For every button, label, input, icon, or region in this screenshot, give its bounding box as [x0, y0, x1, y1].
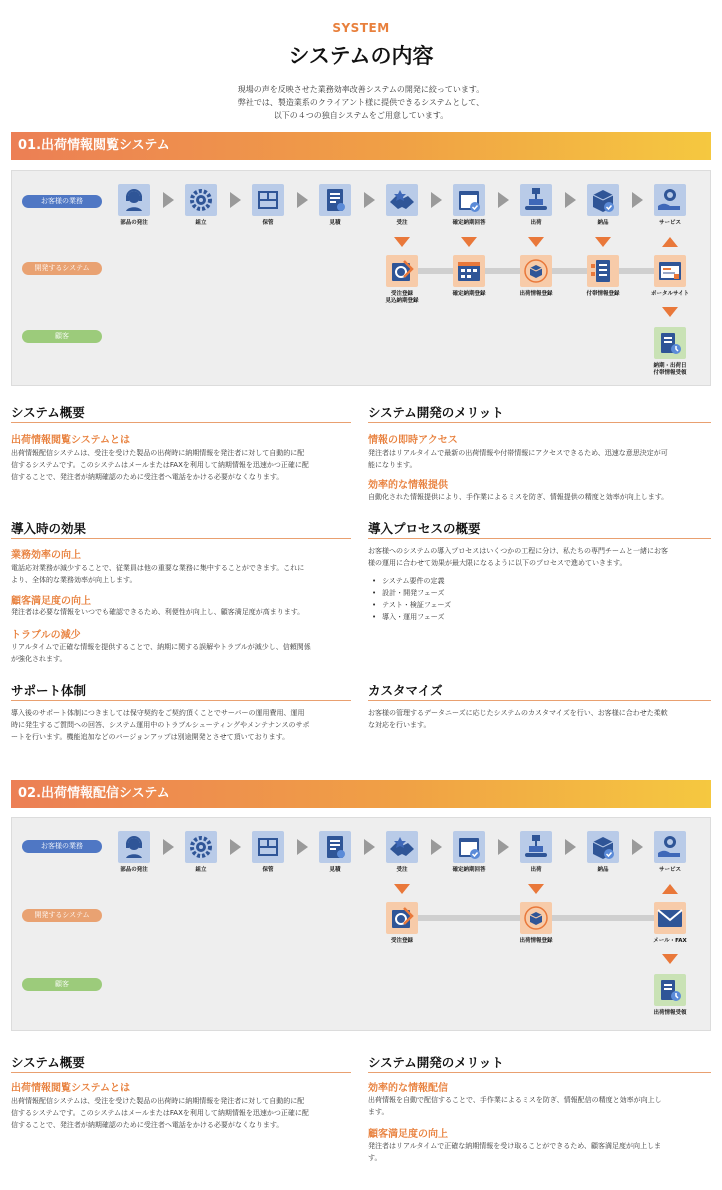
list-item: • 導入・運用フェーズ [372, 611, 451, 623]
flow-arrow-right [632, 192, 643, 208]
step-label-line: 確定納期回答 [452, 220, 486, 226]
portal-window-icon [654, 255, 686, 287]
customize-text [368, 707, 668, 731]
headset-agent-node [118, 831, 150, 863]
step-label-line: 受注 [396, 867, 408, 873]
step-label [637, 291, 703, 298]
flow-arrow-right [632, 839, 643, 855]
delivered-box-icon [587, 831, 619, 863]
effect-title: トラブルの減少 [11, 630, 81, 641]
text-line: な対応を行います。 [368, 721, 431, 729]
step-label [570, 291, 636, 298]
heading-rule [368, 422, 711, 423]
step-label-line: 出荷情報受領 [653, 1010, 687, 1016]
merit-title: 効率的な情報配信 [368, 1083, 448, 1094]
step-label [235, 867, 301, 874]
calendar-check-node [453, 184, 485, 216]
flow-arrow-right [163, 839, 174, 855]
step-label-line: サービス [658, 867, 681, 873]
step-label-line: 受注登録 [390, 938, 413, 944]
step-label [570, 220, 636, 227]
text-line: 信するシステムです。このシステムはメールまたはFAXを利用して納期情報を迅速かつ正確に配 [11, 1109, 309, 1117]
flow-arrow-right [297, 192, 308, 208]
handshake-node [386, 184, 418, 216]
flow-arrow-down [662, 307, 678, 317]
warehouse-shelf-icon [252, 184, 284, 216]
gear-icon [185, 184, 217, 216]
step-label [637, 220, 703, 227]
step-label [503, 938, 569, 945]
shipping-box-target-node [520, 255, 552, 287]
flow-arrow-right [364, 192, 375, 208]
merit-title: 顧客満足度の向上 [368, 1129, 448, 1140]
step-label [503, 291, 569, 298]
step-label-line: 見込納期登録 [385, 298, 419, 304]
step-label-line: 付帯情報登録 [586, 291, 620, 297]
step-label-line: 受注登録 [390, 291, 413, 297]
effects-heading: 導入時の効果 [11, 521, 87, 536]
step-label [369, 867, 435, 874]
heading-rule [11, 700, 351, 701]
receive-info-node [654, 974, 686, 1006]
support-hand-icon [654, 831, 686, 863]
text-line: 信するシステムです。このシステムはメールまたはFAXを利用して納期情報を迅速かつ正確に配 [11, 461, 309, 469]
effect-text [11, 606, 304, 618]
overview-subheading: 出荷情報閲覧システムとは [11, 435, 130, 446]
flow-arrow-down [394, 237, 410, 247]
headset-agent-icon [118, 831, 150, 863]
intro-text [0, 83, 722, 122]
step-label [101, 220, 167, 227]
support-heading: サポート体制 [11, 683, 87, 698]
lane-label-customer: 顧客 [22, 330, 102, 343]
support-hand-node [654, 184, 686, 216]
flow-arrow-right [498, 839, 509, 855]
section-01-banner: 01.出荷情報閲覧システム [11, 132, 711, 160]
quote-document-icon [319, 184, 351, 216]
quote-document-node [319, 184, 351, 216]
warehouse-shelf-icon [252, 831, 284, 863]
flow-arrow-right [431, 839, 442, 855]
headset-agent-node [118, 184, 150, 216]
section-eyebrow: SYSTEM [332, 21, 390, 35]
list-item: • 設計・開発フェーズ [372, 587, 451, 599]
quote-document-node [319, 831, 351, 863]
flow-arrow-down [528, 884, 544, 894]
step-label [503, 220, 569, 227]
step-label-line: 納品 [597, 867, 609, 873]
receive-info-icon [654, 327, 686, 359]
quote-document-icon [319, 831, 351, 863]
conveyor-icon [520, 184, 552, 216]
overview-subheading: 出荷情報閲覧システムとは [11, 1083, 130, 1094]
step-label-line: 付帯情報受領 [653, 370, 687, 376]
overview-text [11, 1095, 309, 1131]
step-label-line: 見積 [329, 867, 341, 873]
support-text [11, 707, 309, 743]
customize-heading: カスタマイズ [368, 683, 443, 698]
step-label-line: 受注 [396, 220, 408, 226]
flow-arrow-down [595, 237, 611, 247]
step-label [302, 220, 368, 227]
calendar-check-icon [453, 831, 485, 863]
order-register-icon [386, 902, 418, 934]
step-label-line: 納期・出荷日 [653, 363, 687, 369]
checklist-icon [587, 255, 619, 287]
step-label-line: 確定納期回答 [452, 867, 486, 873]
shipping-box-target-node [520, 902, 552, 934]
flow-arrow-right [230, 839, 241, 855]
step-label [637, 1010, 703, 1017]
process-steps-list [372, 575, 451, 623]
merit-text [368, 447, 668, 471]
step-label [302, 867, 368, 874]
flow-arrow-down [662, 954, 678, 964]
text-line: より、全体的な業務効率が向上します。 [11, 576, 137, 584]
support-hand-icon [654, 184, 686, 216]
receive-info-icon [654, 974, 686, 1006]
text-line: が強化されます。 [11, 655, 67, 663]
heading-rule [11, 422, 351, 423]
calendar-check-node [453, 831, 485, 863]
effect-text [11, 641, 311, 665]
checklist-node [587, 255, 619, 287]
step-label-line: 部品の発注 [120, 867, 148, 873]
conveyor-node [520, 831, 552, 863]
order-register-node [386, 255, 418, 287]
step-label-line: 部品の発注 [120, 220, 148, 226]
flow-diagram-02 [11, 817, 711, 1031]
flow-arrow-right [230, 192, 241, 208]
flow-arrow-up [662, 884, 678, 894]
section-02-banner: 02.出荷情報配信システム [11, 780, 711, 808]
support-hand-node [654, 831, 686, 863]
merit-text [368, 1140, 661, 1164]
step-label-line: 出荷 [530, 220, 542, 226]
heading-rule [368, 1072, 711, 1073]
order-register-node [386, 902, 418, 934]
process-heading: 導入プロセスの概要 [368, 521, 481, 536]
calendar-grid-node [453, 255, 485, 287]
calendar-check-icon [453, 184, 485, 216]
process-text [368, 545, 668, 569]
step-label-line: 出荷情報登録 [519, 938, 553, 944]
delivered-box-node [587, 184, 619, 216]
overview-heading: システム概要 [11, 405, 85, 420]
page-title: システムの内容 [288, 44, 434, 68]
step-label [436, 220, 502, 227]
flow-arrow-right [565, 192, 576, 208]
mail-envelope-node [654, 902, 686, 934]
flow-diagram-01 [11, 170, 711, 386]
step-label-line: 出荷情報登録 [519, 291, 553, 297]
handshake-node [386, 831, 418, 863]
step-label [436, 291, 502, 298]
text-line: お客様の管理するデータニーズに応じたシステムのカスタマイズを行い、お客様に合わせた柔軟 [368, 709, 668, 717]
step-label-line: サービス [658, 220, 681, 226]
intro-line: 以下の４つの独自システムをご用意しています。 [273, 111, 449, 120]
lane-label-business: お客様の業務 [22, 840, 102, 853]
text-line: 電話応対業務が減少することで、従業員は他の重要な業務に集中することができます。これに [11, 564, 305, 572]
effect-title: 業務効率の向上 [11, 550, 81, 561]
text-line: 出荷情報配信システムは、受注を受けた製品の出荷時に納期情報を発注者に対して自動的に配 [11, 449, 305, 457]
step-label [101, 867, 167, 874]
intro-line: 弊社では、製造業系のクライアント様に提供できるシステムとして、 [237, 98, 485, 107]
gear-node [185, 184, 217, 216]
gear-node [185, 831, 217, 863]
text-line: 能になります。 [368, 461, 417, 469]
text-line: 導入後のサポート体制につきましては保守契約をご契約頂くことでサーバーの運用費用、運用 [11, 709, 305, 717]
flow-arrow-right [163, 192, 174, 208]
text-line: 信することで、発注者が納期確認のために受注者へ電話をかける必要がなくなります。 [11, 473, 284, 481]
text-line: 時に発生するご質問への回答、システム運用中のトラブルシューティングやメンテナンスのサポ [11, 721, 310, 729]
shipping-box-target-icon [520, 255, 552, 287]
effect-text [11, 562, 304, 586]
step-label [168, 867, 234, 874]
list-item: • システム要件の定義 [372, 575, 451, 587]
merit-title: 情報の即時アクセス [368, 435, 458, 446]
conveyor-node [520, 184, 552, 216]
step-label [503, 867, 569, 874]
step-label [570, 867, 636, 874]
step-label-line: ポータルサイト [650, 291, 690, 297]
flow-arrow-right [565, 839, 576, 855]
calendar-grid-icon [453, 255, 485, 287]
merit-heading: システム開発のメリット [368, 405, 504, 420]
heading-rule [368, 700, 711, 701]
text-line: ートを行います。機能追加などのバージョンアップは別途開発とさせて頂いております。 [11, 733, 290, 741]
step-label [369, 291, 435, 305]
portal-window-node [654, 255, 686, 287]
step-label-line: 組立 [195, 220, 207, 226]
handshake-icon [386, 184, 418, 216]
text-line: 出荷情報配信システムは、受注を受けた製品の出荷時に納期情報を発注者に対して自動的に配 [11, 1097, 305, 1105]
lane-label-customer: 顧客 [22, 978, 102, 991]
step-label-line: 納品 [597, 220, 609, 226]
merit-heading: システム開発のメリット [368, 1055, 504, 1070]
heading-rule [11, 1072, 351, 1073]
step-label [637, 938, 703, 945]
step-label-line: 見積 [329, 220, 341, 226]
flow-arrow-right [431, 192, 442, 208]
lane-label-system: 開発するシステム [22, 909, 102, 922]
step-label [369, 220, 435, 227]
step-label [637, 363, 703, 377]
text-line: リアルタイムで正確な情報を提供することで、納期に関する誤解やトラブルが減少し、信頼関係 [11, 643, 311, 651]
flow-arrow-right [297, 839, 308, 855]
text-line: 自動化された情報提供により、手作業によるミスを防ぎ、情報提供の精度と効率が向上します。 [368, 493, 669, 501]
lane-label-business: お客様の業務 [22, 195, 102, 208]
step-label [168, 220, 234, 227]
warehouse-shelf-node [252, 831, 284, 863]
flow-arrow-down [394, 884, 410, 894]
headset-agent-icon [118, 184, 150, 216]
conveyor-icon [520, 831, 552, 863]
step-label [369, 938, 435, 945]
text-line: 発注者は必要な情報をいつでも確認できるため、利便性が向上し、顧客満足度が高まります。 [11, 608, 305, 616]
flow-arrow-right [364, 839, 375, 855]
gear-icon [185, 831, 217, 863]
merit-text [368, 1094, 662, 1118]
mail-envelope-icon [654, 902, 686, 934]
merit-text [368, 491, 668, 503]
receive-info-node [654, 327, 686, 359]
shipping-box-target-icon [520, 902, 552, 934]
overview-heading: システム概要 [11, 1055, 85, 1070]
heading-rule [11, 538, 351, 539]
warehouse-shelf-node [252, 184, 284, 216]
step-label [436, 867, 502, 874]
delivered-box-node [587, 831, 619, 863]
step-label-line: 保管 [262, 867, 274, 873]
handshake-icon [386, 831, 418, 863]
flow-arrow-up [662, 237, 678, 247]
step-label-line: 保管 [262, 220, 274, 226]
order-register-icon [386, 255, 418, 287]
merit-title: 効率的な情報提供 [368, 480, 448, 491]
overview-text [11, 447, 309, 483]
text-line: お客様へのシステムの導入プロセスはいくつかの工程に分け、私たちの専門チームと一緒にお客 [368, 547, 669, 555]
text-line: 発注者はリアルタイムで正確な納期情報を受け取ることができるため、顧客満足度が向上しま [368, 1142, 662, 1150]
text-line: ます。 [368, 1108, 389, 1116]
heading-rule [368, 538, 711, 539]
flow-arrow-down [528, 237, 544, 247]
lane-label-system: 開発するシステム [22, 262, 102, 275]
delivered-box-icon [587, 184, 619, 216]
text-line: 信することで、発注者が納期確認のために受注者へ電話をかける必要がなくなります。 [11, 1121, 284, 1129]
flow-arrow-right [498, 192, 509, 208]
flow-arrow-down [461, 237, 477, 247]
step-label [235, 220, 301, 227]
step-label-line: 確定納期登録 [452, 291, 486, 297]
step-label-line: 組立 [195, 867, 207, 873]
effect-title: 顧客満足度の向上 [11, 596, 91, 607]
intro-line: 現場の声を反映させた業務効率改善システムの開発に絞っています。 [237, 85, 485, 94]
step-label [637, 867, 703, 874]
text-line: 出荷情報を自動で配信することで、手作業によるミスを防ぎ、情報配信の精度と効率が向上し [368, 1096, 662, 1104]
step-label-line: 出荷 [530, 867, 542, 873]
list-item: • テスト・検証フェーズ [372, 599, 451, 611]
step-label-line: メール・FAX [653, 938, 687, 944]
text-line: 発注者はリアルタイムで最新の出荷情報や付帯情報にアクセスできるため、迅速な意思決定が可 [368, 449, 668, 457]
text-line: 様の運用に合わせて効果が最大限になるように以下のプロセスで進めていきます。 [368, 559, 627, 567]
text-line: す。 [368, 1154, 382, 1162]
